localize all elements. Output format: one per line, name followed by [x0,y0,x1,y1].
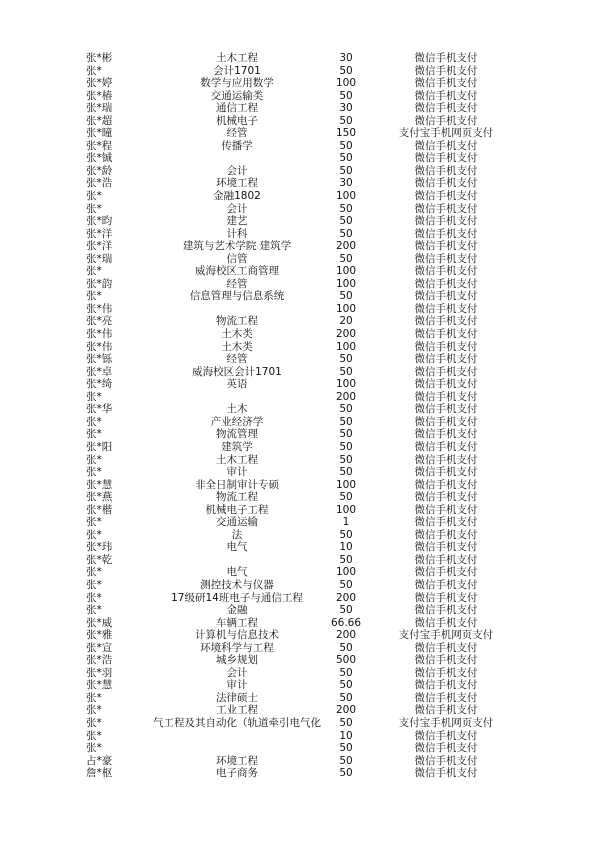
amount-cell: 66.66 [330,616,362,629]
table-row [0,115,600,128]
amount-cell: 50 [339,641,353,654]
payment-method-cell: 微信手机支付 [414,704,478,717]
amount-cell: 50 [339,679,353,692]
major-cell: 威海校区工商管理 [195,265,279,278]
table-row [0,140,600,153]
payment-method-cell: 微信手机支付 [414,478,478,491]
amount-cell: 500 [335,654,357,667]
table-row [0,692,600,705]
major-cell: 英语 [226,378,248,391]
major-cell: 土木工程 [216,52,258,64]
table-row [0,177,600,190]
payment-method-cell: 微信手机支付 [414,277,478,290]
payment-method-cell: 微信手机支付 [414,729,478,742]
major-cell: 电气 [226,541,248,554]
amount-cell: 30 [339,102,353,115]
major-cell: 测控技术与仪器 [200,578,274,591]
payment-method-cell: 微信手机支付 [414,415,478,428]
table-row [0,667,600,680]
major-cell: 土木工程 [216,453,258,466]
amount-cell: 20 [339,315,353,328]
table-row [0,479,600,492]
payment-method-cell: 微信手机支付 [414,365,478,378]
amount-cell: 50 [339,152,353,165]
donor-name-cell: 张* [86,190,102,203]
major-cell: 电气 [226,566,248,579]
donor-name-cell: 张*玮 [86,541,113,554]
table-row [0,391,600,404]
donor-name-cell: 张*铖 [86,152,113,165]
donor-name-cell: 张* [86,742,102,755]
amount-cell: 50 [339,202,353,215]
major-cell: 土木类 [221,340,253,353]
amount-cell: 50 [339,604,353,617]
donor-name-cell: 张* [86,604,102,617]
major-cell: 环境工程 [216,754,258,767]
table-row [0,604,600,617]
donor-name-cell: 张* [86,415,102,428]
donor-name-cell: 张* [86,704,102,717]
table-row [0,341,600,354]
amount-cell: 50 [339,114,353,127]
major-cell: 环境科学与工程 [200,641,274,654]
amount-cell: 100 [335,478,357,491]
table-row [0,90,600,103]
amount-cell: 50 [339,227,353,240]
major-cell: 数学与应用数学 [200,77,274,90]
donor-name-cell: 张*宣 [86,641,113,654]
table-row [0,428,600,441]
major-cell: 建艺 [226,215,248,228]
payment-method-cell: 微信手机支付 [414,742,478,755]
donor-name-cell: 张*曈 [86,127,113,140]
amount-cell: 100 [335,302,357,315]
amount-cell: 50 [339,528,353,541]
payment-method-cell: 微信手机支付 [414,52,478,64]
major-cell: 金融 [226,604,248,617]
donor-name-cell: 张*慧 [86,679,113,692]
payment-method-cell: 微信手机支付 [414,102,478,115]
major-cell: 审计 [226,679,248,692]
major-cell: 电子商务 [216,767,258,780]
donor-name-cell: 张* [86,716,102,729]
table-row [0,378,600,391]
payment-method-cell: 微信手机支付 [414,491,478,504]
major-cell: 经管 [226,127,248,140]
amount-cell: 50 [339,403,353,416]
major-cell: 气工程及其自动化（轨道牵引电气化 [153,716,321,729]
payment-method-cell: 微信手机支付 [414,641,478,654]
donor-name-cell: 张* [86,453,102,466]
major-cell: 工业工程 [216,704,258,717]
donor-name-cell: 张*威 [86,616,113,629]
donor-name-cell: 张*程 [86,139,113,152]
amount-cell: 100 [335,340,357,353]
amount-cell: 100 [335,503,357,516]
donation-table [0,52,600,780]
major-cell: 经管 [226,277,248,290]
amount-cell: 200 [335,240,357,253]
table-row [0,704,600,717]
donor-name-cell: 张* [86,202,102,215]
major-cell: 建筑与艺术学院 建筑学 [182,240,292,253]
payment-method-cell: 微信手机支付 [414,604,478,617]
table-row [0,215,600,228]
amount-cell: 50 [339,139,353,152]
payment-method-cell: 微信手机支付 [414,591,478,604]
major-cell: 金融1802 [213,190,261,203]
table-row [0,755,600,768]
amount-cell: 200 [335,390,357,403]
table-row [0,328,600,341]
amount-cell: 50 [339,64,353,77]
table-row [0,403,600,416]
table-row [0,617,600,630]
amount-cell: 200 [335,704,357,717]
payment-method-cell: 微信手机支付 [414,252,478,265]
major-cell: 法 [231,528,243,541]
donor-name-cell: 张*伟 [86,302,113,315]
donor-name-cell: 张* [86,516,102,529]
major-cell: 交通运输 [216,516,258,529]
payment-method-cell: 微信手机支付 [414,566,478,579]
donor-name-cell: 张*楷 [86,503,113,516]
amount-cell: 100 [335,265,357,278]
payment-method-cell: 微信手机支付 [414,428,478,441]
payment-method-cell: 微信手机支付 [414,679,478,692]
donor-name-cell: 占*豪 [86,754,113,767]
donor-name-cell: 张*伟 [86,340,113,353]
table-row [0,228,600,241]
donor-name-cell: 张* [86,578,102,591]
major-cell: 会计 [226,202,248,215]
table-row [0,152,600,165]
donor-name-cell: 张* [86,729,102,742]
donor-name-cell: 张* [86,290,102,303]
table-row [0,529,600,542]
payment-method-cell: 支付宝手机网页支付 [398,127,494,140]
payment-method-cell: 微信手机支付 [414,691,478,704]
donor-name-cell: 张* [86,265,102,278]
payment-method-cell: 微信手机支付 [414,378,478,391]
amount-cell: 200 [335,591,357,604]
table-row [0,654,600,667]
payment-method-cell: 微信手机支付 [414,654,478,667]
table-row [0,742,600,755]
amount-cell: 30 [339,177,353,190]
payment-method-cell: 微信手机支付 [414,516,478,529]
table-row [0,416,600,429]
table-row [0,554,600,567]
donor-name-cell: 张*瑞 [86,102,113,115]
donor-name-cell: 张*铄 [86,353,113,366]
major-cell: 城乡规划 [216,654,258,667]
payment-method-cell: 微信手机支付 [414,177,478,190]
table-row [0,504,600,517]
amount-cell: 100 [335,190,357,203]
table-row [0,290,600,303]
donor-name-cell: 张*洋 [86,227,113,240]
payment-method-cell: 微信手机支付 [414,265,478,278]
donor-name-cell: 张* [86,390,102,403]
major-cell: 经管 [226,353,248,366]
major-cell: 产业经济学 [210,415,264,428]
donor-name-cell: 张*韵 [86,277,113,290]
table-row [0,541,600,554]
payment-method-cell: 微信手机支付 [414,202,478,215]
amount-cell: 50 [339,415,353,428]
payment-method-cell: 支付宝手机网页支付 [398,716,494,729]
table-row [0,253,600,266]
donor-name-cell: 张*瑞 [86,252,113,265]
payment-method-cell: 微信手机支付 [414,89,478,102]
donor-name-cell: 张*亮 [86,315,113,328]
amount-cell: 50 [339,466,353,479]
payment-method-cell: 微信手机支付 [414,754,478,767]
major-cell: 威海校区会计1701 [192,365,282,378]
payment-method-cell: 微信手机支付 [414,215,478,228]
donor-name-cell: 张*慧 [86,478,113,491]
table-row [0,579,600,592]
amount-cell: 100 [335,378,357,391]
amount-cell: 200 [335,328,357,341]
major-cell: 土木类 [221,328,253,341]
donor-name-cell: 张*椿 [86,89,113,102]
payment-method-cell: 微信手机支付 [414,77,478,90]
payment-method-cell: 微信手机支付 [414,139,478,152]
table-row [0,366,600,379]
amount-cell: 50 [339,353,353,366]
payment-method-cell: 微信手机支付 [414,164,478,177]
major-cell: 通信工程 [216,102,258,115]
amount-cell: 50 [339,767,353,780]
table-row [0,315,600,328]
major-cell: 审计 [226,466,248,479]
table-row [0,516,600,529]
amount-cell: 50 [339,365,353,378]
donor-name-cell: 张*燕 [86,491,113,504]
table-row [0,77,600,90]
amount-cell: 30 [339,52,353,64]
amount-cell: 50 [339,666,353,679]
amount-cell: 100 [335,277,357,290]
payment-method-cell: 微信手机支付 [414,152,478,165]
donor-name-cell: 张*昀 [86,215,113,228]
table-row [0,730,600,743]
payment-method-cell: 微信手机支付 [414,403,478,416]
donor-name-cell: 张* [86,691,102,704]
major-cell: 建筑学 [221,440,253,453]
donor-name-cell: 张* [86,428,102,441]
table-row [0,203,600,216]
payment-method-cell: 微信手机支付 [414,390,478,403]
table-row [0,52,600,65]
table-row [0,629,600,642]
major-cell: 计科 [226,227,248,240]
amount-cell: 50 [339,89,353,102]
major-cell: 车辆工程 [216,616,258,629]
payment-method-cell: 微信手机支付 [414,64,478,77]
table-row [0,679,600,692]
amount-cell: 50 [339,691,353,704]
major-cell: 17级研14班电子与通信工程 [171,591,303,604]
amount-cell: 50 [339,453,353,466]
amount-cell: 50 [339,716,353,729]
donor-name-cell: 张*阳 [86,440,113,453]
donor-name-cell: 张*龄 [86,164,113,177]
amount-cell: 50 [339,440,353,453]
major-cell: 会计 [226,164,248,177]
payment-method-cell: 微信手机支付 [414,340,478,353]
major-cell: 物流工程 [216,491,258,504]
table-row [0,441,600,454]
amount-cell: 50 [339,742,353,755]
amount-cell: 50 [339,578,353,591]
donor-name-cell: 张*彬 [86,52,113,64]
major-cell: 交通运输类 [210,89,264,102]
amount-cell: 200 [335,629,357,642]
table-row [0,65,600,78]
donor-name-cell: 张* [86,466,102,479]
payment-method-cell: 微信手机支付 [414,578,478,591]
major-cell: 信管 [226,252,248,265]
donor-name-cell: 张*雅 [86,629,113,642]
table-row [0,491,600,504]
table-row [0,278,600,291]
donor-name-cell: 张*浩 [86,177,113,190]
table-row [0,592,600,605]
donor-name-cell: 张* [86,528,102,541]
amount-cell: 50 [339,290,353,303]
payment-method-cell: 微信手机支付 [414,503,478,516]
table-row [0,454,600,467]
table-row [0,165,600,178]
payment-method-cell: 微信手机支付 [414,227,478,240]
donor-name-cell: 张* [86,64,102,77]
major-cell: 土木 [226,403,248,416]
donor-name-cell: 詹*枢 [86,767,113,780]
payment-method-cell: 微信手机支付 [414,466,478,479]
donor-name-cell: 张*伟 [86,328,113,341]
payment-method-cell: 微信手机支付 [414,541,478,554]
amount-cell: 100 [335,77,357,90]
major-cell: 计算机与信息技术 [195,629,279,642]
major-cell: 会计1701 [213,64,261,77]
table-row [0,265,600,278]
payment-method-cell: 微信手机支付 [414,666,478,679]
amount-cell: 50 [339,754,353,767]
donor-name-cell: 张*浩 [86,654,113,667]
major-cell: 法律硕士 [216,691,258,704]
donor-name-cell: 张*绮 [86,378,113,391]
major-cell: 物流工程 [216,315,258,328]
donor-name-cell: 张*乾 [86,553,113,566]
major-cell: 机械电子工程 [205,503,269,516]
payment-method-cell: 微信手机支付 [414,353,478,366]
amount-cell: 10 [339,729,353,742]
payment-method-cell: 微信手机支付 [414,767,478,780]
major-cell: 会计 [226,666,248,679]
payment-method-cell: 微信手机支付 [414,328,478,341]
amount-cell: 150 [335,127,357,140]
payment-method-cell: 微信手机支付 [414,616,478,629]
major-cell: 非全日制审计专硕 [195,478,279,491]
amount-cell: 100 [335,566,357,579]
table-row [0,566,600,579]
amount-cell: 50 [339,252,353,265]
payment-method-cell: 微信手机支付 [414,440,478,453]
amount-cell: 1 [342,516,350,529]
payment-method-cell: 支付宝手机网页支付 [398,629,494,642]
major-cell: 环境工程 [216,177,258,190]
payment-method-cell: 微信手机支付 [414,453,478,466]
major-cell: 机械电子 [216,114,258,127]
donor-name-cell: 张* [86,566,102,579]
table-row [0,240,600,253]
payment-method-cell: 微信手机支付 [414,302,478,315]
payment-method-cell: 微信手机支付 [414,190,478,203]
table-row [0,466,600,479]
table-row [0,717,600,730]
amount-cell: 50 [339,428,353,441]
payment-method-cell: 微信手机支付 [414,528,478,541]
donor-name-cell: 张*卓 [86,365,113,378]
table-row [0,353,600,366]
major-cell: 传播学 [221,139,253,152]
major-cell: 物流管理 [216,428,258,441]
payment-method-cell: 微信手机支付 [414,553,478,566]
payment-method-cell: 微信手机支付 [414,315,478,328]
amount-cell: 50 [339,491,353,504]
table-row [0,303,600,316]
donor-name-cell: 张*超 [86,114,113,127]
amount-cell: 10 [339,541,353,554]
donor-name-cell: 张*华 [86,403,113,416]
table-row [0,127,600,140]
donor-name-cell: 张*羽 [86,666,113,679]
amount-cell: 50 [339,164,353,177]
amount-cell: 50 [339,553,353,566]
payment-method-cell: 微信手机支付 [414,290,478,303]
payment-method-cell: 微信手机支付 [414,114,478,127]
table-row [0,190,600,203]
table-row [0,767,600,780]
major-cell: 信息管理与信息系统 [189,290,285,303]
donor-name-cell: 张* [86,591,102,604]
table-row [0,102,600,115]
payment-method-cell: 微信手机支付 [414,240,478,253]
donor-name-cell: 张*婷 [86,77,113,90]
table-row [0,642,600,655]
amount-cell: 50 [339,215,353,228]
donor-name-cell: 张*洋 [86,240,113,253]
